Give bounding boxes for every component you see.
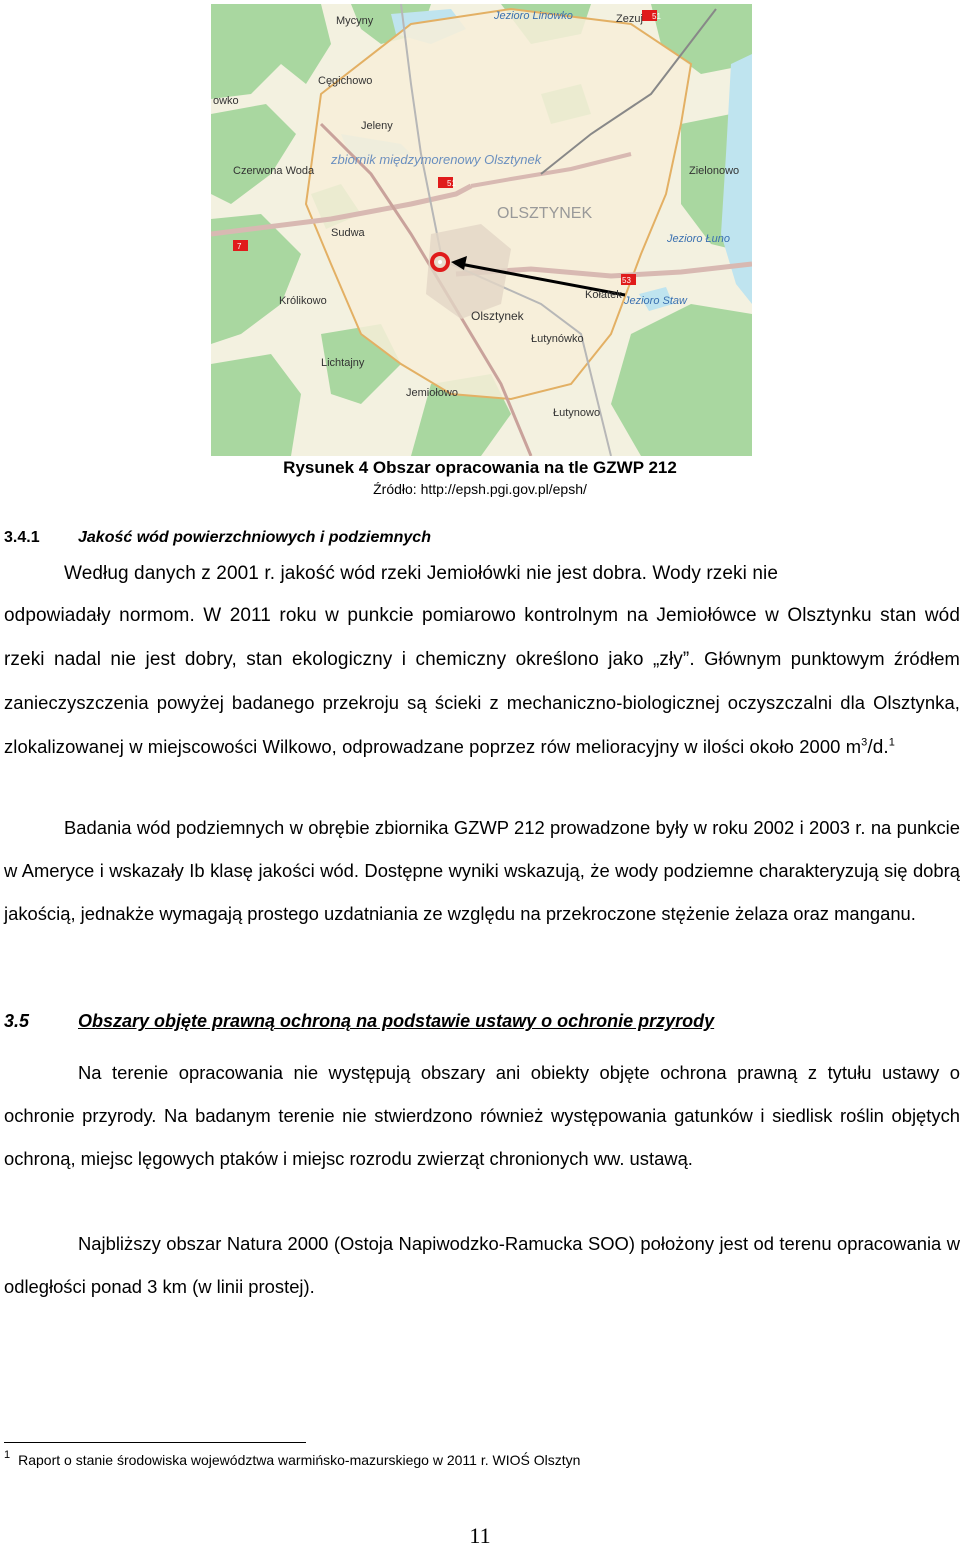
page-number: 11 [469,1523,491,1548]
paragraph-surface-water-first-line: Według danych z 2001 r. jakość wód rzeki Jemiołówki nie jest dobra. Wody rzeki nie [64,563,779,584]
section-title: Jakość wód powierzchniowych i podziemnych [78,529,431,546]
paragraph-protected-areas: Na terenie opracowania nie występują obszary ani obiekty objęte ochrona prawną z tytułu ustawy o ochronie przyrody. Na badanym terenie nie stwierdzono również występowania gatunków i siedlisk roślin objętych ochroną, miejsc lęgowych ptaków i miejsc rozrodu zwierząt chronionych ww. ustawą. [4,1062,960,1169]
label-jezioro-luno: Jezioro Łuno [667,233,730,245]
label-zezuj: Zezuj [616,13,643,25]
label-jeleny: Jeleny [361,120,393,132]
label-lutynowo: Łutynowo [553,407,601,419]
paragraph-surface-water-end: /d. [867,737,889,758]
footnote [4,1449,581,1468]
label-olsztynek-big: OLSZTYNEK [497,205,593,222]
map-graphic [211,4,752,456]
label-kolatek: Kołatek [585,289,622,301]
label-mycyny: Mycyny [336,15,374,27]
figure-source: Źródło: http://epsh.pgi.gov.pl/epsh/ [373,481,587,497]
paragraph-surface-water [4,594,960,769]
label-olsztynek: Olsztynek [471,309,524,323]
paragraph-natura-2000: Najbliższy obszar Natura 2000 (Ostoja Napiwodzko-Ramucka SOO) położony jest od terenu opracowania w odległości ponad 3 km (w linii prostej). [4,1233,960,1297]
paragraph-surface-water-a: odpowiadały normom. W 2011 roku w punkcie pomiarowo kontrolnym na Jemiołówce w Olsztynku stan wód rzeki nadal nie jest dobry, stan ekologiczny i chemiczny określono jako „zły”. [4,605,960,670]
map-figure [211,4,752,456]
label-jezioro-linowko: Jezioro Linowko [494,10,573,22]
section-heading-3-5 [4,1011,714,1032]
label-cegichowo: Cęgichowo [318,75,373,87]
label-lutynowko: Łutynówko [531,333,584,345]
paragraph-groundwater: Badania wód podziemnych w obrębie zbiornika GZWP 212 prowadzone były w roku 2002 i 2003 r. na punkcie w Ameryce i wskazały Ib klasę jakości wód. Dostępne wyniki wskazują, że wody podziemne charakteryzują się dobrą jakością, jednakże wymagają prostego uzdatniania ze względu na przekroczone stężenie żelaza oraz manganu. [4,817,960,924]
label-jezioro-staw: Jezioro Staw [624,295,687,307]
label-zielonowo: Zielonowo [689,165,740,177]
label-lichtajny: Lichtajny [321,357,365,369]
label-owko: owko [213,95,239,107]
figure-caption: Rysunek 4 Obszar opracowania na tle GZWP 212 [283,458,677,477]
section-number: 3.4.1 [4,529,40,546]
superscript-3: 3 [861,736,868,749]
section-title-3-5: Obszary objęte prawną ochroną na podstawie ustawy o ochronie przyrody [78,1011,715,1031]
label-krolikowo: Królikowo [279,295,327,307]
label-jemiolowo: Jemiołowo [406,387,458,399]
footnote-marker: 1 [4,1449,11,1461]
label-road-51-north: 51 [652,12,661,21]
label-road-7: 7 [237,242,242,251]
label-zbiornik: zbiornik międzymorenowy Olsztynek [331,152,542,167]
label-road-51: 51 [447,179,456,188]
footnote-reference[interactable]: 1 [888,736,896,749]
footnote-separator [4,1442,306,1443]
label-sudwa: Sudwa [331,227,365,239]
footnote-text: Raport o stanie środowiska województwa warmińsko-mazurskiego w 2011 r. WIOŚ Olsztyn [18,1452,581,1468]
label-road-53: 53 [622,276,631,285]
section-number-3-5: 3.5 [4,1011,30,1031]
paragraph-surface-water-b: Głównym punktowym źródłem zanieczyszczenia powyżej badanego przekroju są ścieki z mechaniczno-biologicznej oczyszczalni dla Olsztynka, zlokalizowanej w miejscowości Wilkowo, odprowadzane poprzez rów melioracyjny w ilości około 2000 m [4,648,960,757]
label-czerwona-woda: Czerwona Woda [233,165,315,177]
section-heading-3-4-1 [4,529,431,547]
